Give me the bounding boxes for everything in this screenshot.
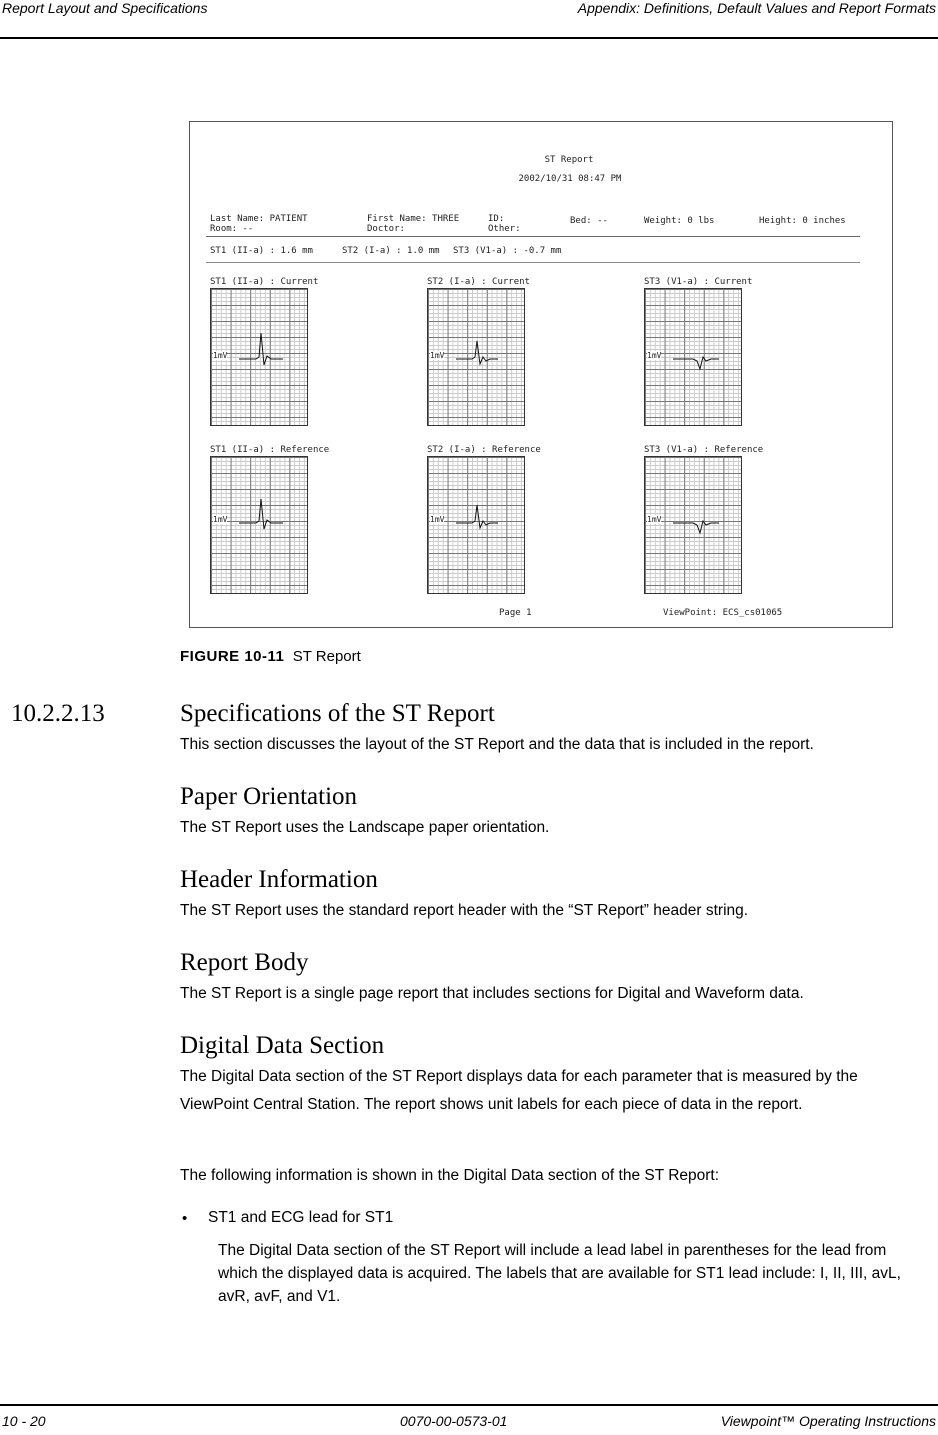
footer-title: Viewpoint™ Operating Instructions xyxy=(720,1413,936,1429)
report-rule-top xyxy=(206,236,860,237)
section-number: 10.2.2.13 xyxy=(11,700,105,727)
ecg-waveform xyxy=(211,457,309,595)
ecg-strip xyxy=(427,288,525,426)
section-title: Specifications of the ST Report xyxy=(180,700,495,727)
mv-label: 1mV xyxy=(213,351,228,360)
strip-label: ST1 (II-a) : Reference xyxy=(210,445,330,455)
report-viewpoint-id: ViewPoint: ECS_cs01065 xyxy=(663,608,783,618)
report-other: Other: xyxy=(488,224,521,234)
report-weight: Weight: 0 lbs xyxy=(644,216,715,226)
report-rule-bottom xyxy=(206,262,860,263)
report-bed: Bed: -- xyxy=(570,216,608,226)
report-st3-value: ST3 (V1-a) : -0.7 mm xyxy=(453,246,562,256)
mv-label: 1mV xyxy=(647,351,662,360)
mv-label: 1mV xyxy=(647,515,662,524)
digital-data-heading: Digital Data Section xyxy=(180,1032,385,1059)
running-header-right: Appendix: Definitions, Default Values and Report Formats xyxy=(577,0,936,16)
header-rule xyxy=(0,37,938,39)
ecg-strip xyxy=(644,288,742,426)
strip-label: ST2 (I-a) : Current xyxy=(427,277,530,287)
report-height: Height: 0 inches xyxy=(759,216,846,226)
running-header-left: Report Layout and Specifications xyxy=(2,0,208,16)
report-body-heading: Report Body xyxy=(180,949,309,976)
figure-caption-text: ST Report xyxy=(292,648,361,665)
strip-label: ST2 (I-a) : Reference xyxy=(427,445,541,455)
ecg-strip xyxy=(644,456,742,594)
report-st1-value: ST1 (II-a) : 1.6 mm xyxy=(210,246,313,256)
report-room: Room: -- xyxy=(210,224,254,234)
ecg-strip xyxy=(210,456,308,594)
header-information-heading: Header Information xyxy=(180,866,378,893)
strip-label: ST3 (V1-a) : Current xyxy=(644,277,753,287)
section-intro: This section discusses the layout of the ST Report and the data that is included in the report. xyxy=(180,736,814,753)
report-doctor: Doctor: xyxy=(367,224,405,234)
header-information-text: The ST Report uses the standard report header with the “ST Report” header string. xyxy=(180,902,749,919)
report-title: ST Report xyxy=(544,155,594,165)
report-st2-value: ST2 (I-a) : 1.0 mm xyxy=(342,246,440,256)
ecg-strip xyxy=(210,288,308,426)
paper-orientation-text: The ST Report uses the Landscape paper orientation. xyxy=(180,819,550,836)
paper-orientation-heading: Paper Orientation xyxy=(180,783,358,810)
footer-document-number: 0070-00-0573-01 xyxy=(400,1413,508,1429)
following-info-text: The following information is shown in the Digital Data section of the ST Report: xyxy=(180,1167,720,1184)
report-page-number: Page 1 xyxy=(499,608,532,618)
bullet-item-detail: The Digital Data section of the ST Report will include a lead label in parentheses for the lead from which the displayed data is acquired. The labels that are available for ST1 lead include: I, II, III, avL, avR, avF, and V1. xyxy=(218,1242,901,1305)
bullet-icon: • xyxy=(182,1210,188,1227)
report-id: ID: xyxy=(488,214,505,224)
figure-caption xyxy=(180,648,361,665)
ecg-waveform xyxy=(428,457,526,595)
report-body-text: The ST Report is a single page report that includes sections for Digital and Waveform data. xyxy=(180,985,804,1002)
strip-label: ST1 (II-a) : Current xyxy=(210,277,319,287)
mv-label: 1mV xyxy=(213,515,228,524)
mv-label: 1mV xyxy=(430,515,445,524)
running-header xyxy=(0,0,938,40)
ecg-strip xyxy=(427,456,525,594)
figure-number: FIGURE 10-11 xyxy=(180,648,285,665)
report-first-name: First Name: THREE xyxy=(367,214,460,224)
strip-label: ST3 (V1-a) : Reference xyxy=(644,445,764,455)
st-report-figure xyxy=(189,121,893,628)
footer-rule xyxy=(0,1404,938,1406)
report-last-name: Last Name: PATIENT xyxy=(210,214,308,224)
bullet-item: ST1 and ECG lead for ST1 xyxy=(208,1209,394,1226)
digital-data-text: The Digital Data section of the ST Report displays data for each parameter that is measured by the ViewPoint Central Station. The report shows unit labels for each piece of data in the report. xyxy=(180,1068,858,1113)
mv-label: 1mV xyxy=(430,351,445,360)
ecg-waveform xyxy=(645,457,743,595)
footer-page-number: 10 - 20 xyxy=(2,1413,46,1429)
report-datetime: 2002/10/31 08:47 PM xyxy=(518,174,622,184)
